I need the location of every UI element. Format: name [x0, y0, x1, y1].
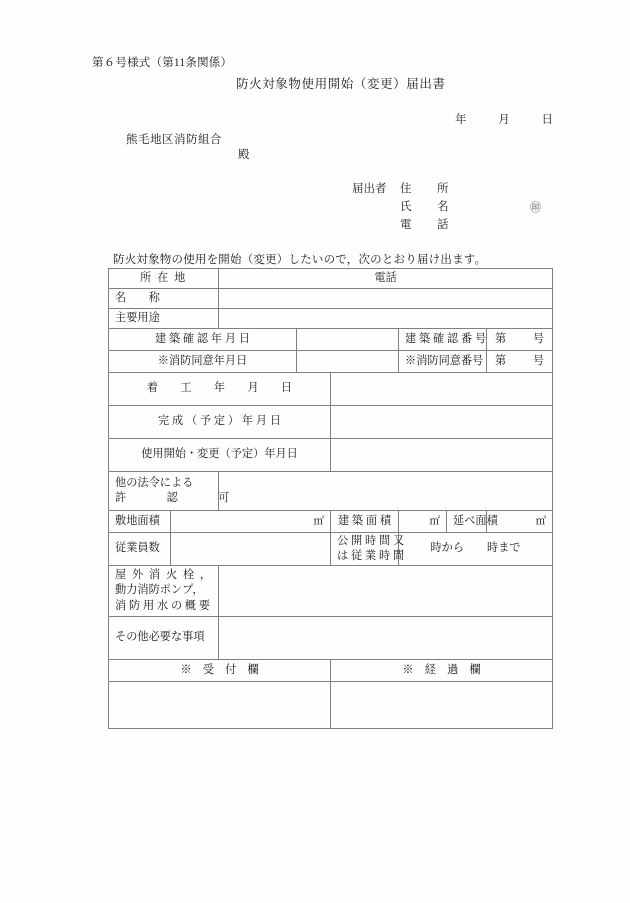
addressee-organization: 熊毛地区消防組合 — [126, 134, 222, 146]
fire-consent-dai: 第 — [495, 354, 507, 367]
start-work-label: 着 工 年 月 日 — [109, 373, 331, 406]
progress-value[interactable] — [331, 682, 553, 729]
date-line — [455, 111, 553, 127]
building-area-label: 建 築 面 積 — [331, 511, 399, 533]
table-row-hydrant — [109, 566, 553, 617]
name-value-cell[interactable] — [219, 289, 553, 309]
date-day: 日 — [541, 114, 553, 126]
table-row-main-use — [109, 309, 553, 329]
building-confirm-dai: 第 — [495, 332, 507, 345]
hydrant-line2: 動力消防ポンプ， — [115, 584, 204, 597]
total-floor-area-label: 延べ面積 — [447, 511, 487, 533]
other-law-value[interactable] — [219, 472, 553, 511]
form-table — [108, 268, 553, 729]
total-floor-area-unit: ㎡ — [535, 515, 547, 527]
name-label: 名 称 — [109, 289, 219, 309]
other-matters-label: その他必要な事項 — [109, 617, 219, 660]
fire-consent-no-value[interactable] — [487, 351, 553, 373]
open-hours-label — [331, 533, 405, 566]
time-to-label: 時まで — [487, 542, 521, 555]
table-row-areas — [109, 511, 553, 533]
use-start-change-label: 使用開始・変更（予定）年月日 — [109, 439, 331, 472]
completion-value[interactable] — [331, 406, 553, 439]
employees-label: 従業員数 — [109, 533, 171, 566]
open-hours-value[interactable] — [399, 533, 553, 566]
location-phone-label: 電話 — [374, 271, 397, 284]
table-row-office-headers — [109, 660, 553, 682]
table-row-use-start — [109, 439, 553, 472]
intro-text: 防火対象物の使用を開始（変更）したいので，次のとおり届け出ます。 — [113, 254, 487, 266]
date-year: 年 — [455, 114, 467, 126]
building-confirm-date-label: 建 築 確 認 年 月 日 — [109, 329, 297, 351]
location-label: 所 在 地 — [109, 269, 219, 289]
completion-label: 完 成 （ 予 定 ） 年 月 日 — [109, 406, 331, 439]
applicant-label: 届出者 — [352, 183, 387, 195]
table-row-completion — [109, 406, 553, 439]
other-matters-value[interactable] — [219, 617, 553, 660]
table-row-name — [109, 289, 553, 309]
building-confirm-go: 号 — [532, 332, 545, 345]
main-use-value-cell[interactable] — [219, 309, 553, 329]
building-confirm-no-label: 建 築 確 認 番 号 — [399, 329, 487, 351]
table-row-fire-consent — [109, 351, 553, 373]
building-confirm-no-value[interactable] — [487, 329, 553, 351]
site-area-label: 敷地面積 — [109, 511, 171, 533]
hydrant-value[interactable] — [219, 566, 553, 617]
addressee-honorific: 殿 — [238, 149, 250, 161]
hydrant-line3: 消 防 用 水 の 概 要 — [115, 599, 211, 612]
table-row-employees — [109, 533, 553, 566]
building-area-unit: ㎡ — [429, 515, 441, 527]
fire-consent-no-label: ※消防同意番号 — [399, 351, 487, 373]
open-hours-line1: 公 開 時 間 又 — [337, 534, 405, 547]
reception-value[interactable] — [109, 682, 331, 729]
employees-value[interactable] — [171, 533, 331, 566]
applicant-name-label: 氏 名 — [400, 201, 456, 213]
form-table-wrapper — [108, 268, 552, 729]
other-law-line2: 許 認 可 — [115, 492, 236, 504]
site-area-unit: ㎡ — [313, 515, 325, 527]
table-row-start-work — [109, 373, 553, 406]
table-row-office-values — [109, 682, 553, 729]
fire-consent-go: 号 — [532, 354, 545, 367]
document-title: 防火対象物使用開始（変更）届出書 — [236, 77, 446, 91]
time-from-label: 時から — [430, 542, 465, 555]
table-row-building-confirm — [109, 329, 553, 351]
seal-icon: ㊞ — [530, 202, 541, 214]
applicant-address-label: 住 所 — [400, 183, 456, 195]
table-row-other-matters — [109, 617, 553, 660]
building-area-value[interactable] — [399, 511, 447, 533]
location-value-cell[interactable] — [219, 269, 553, 289]
reception-label: ※ 受 付 欄 — [109, 660, 331, 682]
applicant-phone-label: 電 話 — [400, 219, 456, 231]
use-start-change-value[interactable] — [331, 439, 553, 472]
building-confirm-date-value[interactable] — [297, 329, 399, 351]
form-number: 第６号様式（第11条関係） — [92, 57, 233, 69]
date-month: 月 — [498, 114, 510, 126]
progress-label: ※ 経 過 欄 — [331, 660, 553, 682]
site-area-value[interactable] — [171, 511, 331, 533]
other-law-label — [109, 472, 236, 511]
start-work-value[interactable] — [331, 373, 553, 406]
fire-consent-date-label: ※消防同意年月日 — [109, 351, 297, 373]
hydrant-line1: 屋 外 消 火 栓 ， — [115, 569, 213, 582]
table-row-other-law — [109, 472, 553, 511]
fire-consent-date-value[interactable] — [297, 351, 399, 373]
hydrant-label — [109, 566, 219, 617]
other-law-line1: 他の法令による — [115, 476, 194, 489]
main-use-label: 主要用途 — [109, 309, 219, 329]
table-row-location — [109, 269, 553, 289]
open-hours-line2: は 従 業 時 間 — [337, 550, 405, 562]
